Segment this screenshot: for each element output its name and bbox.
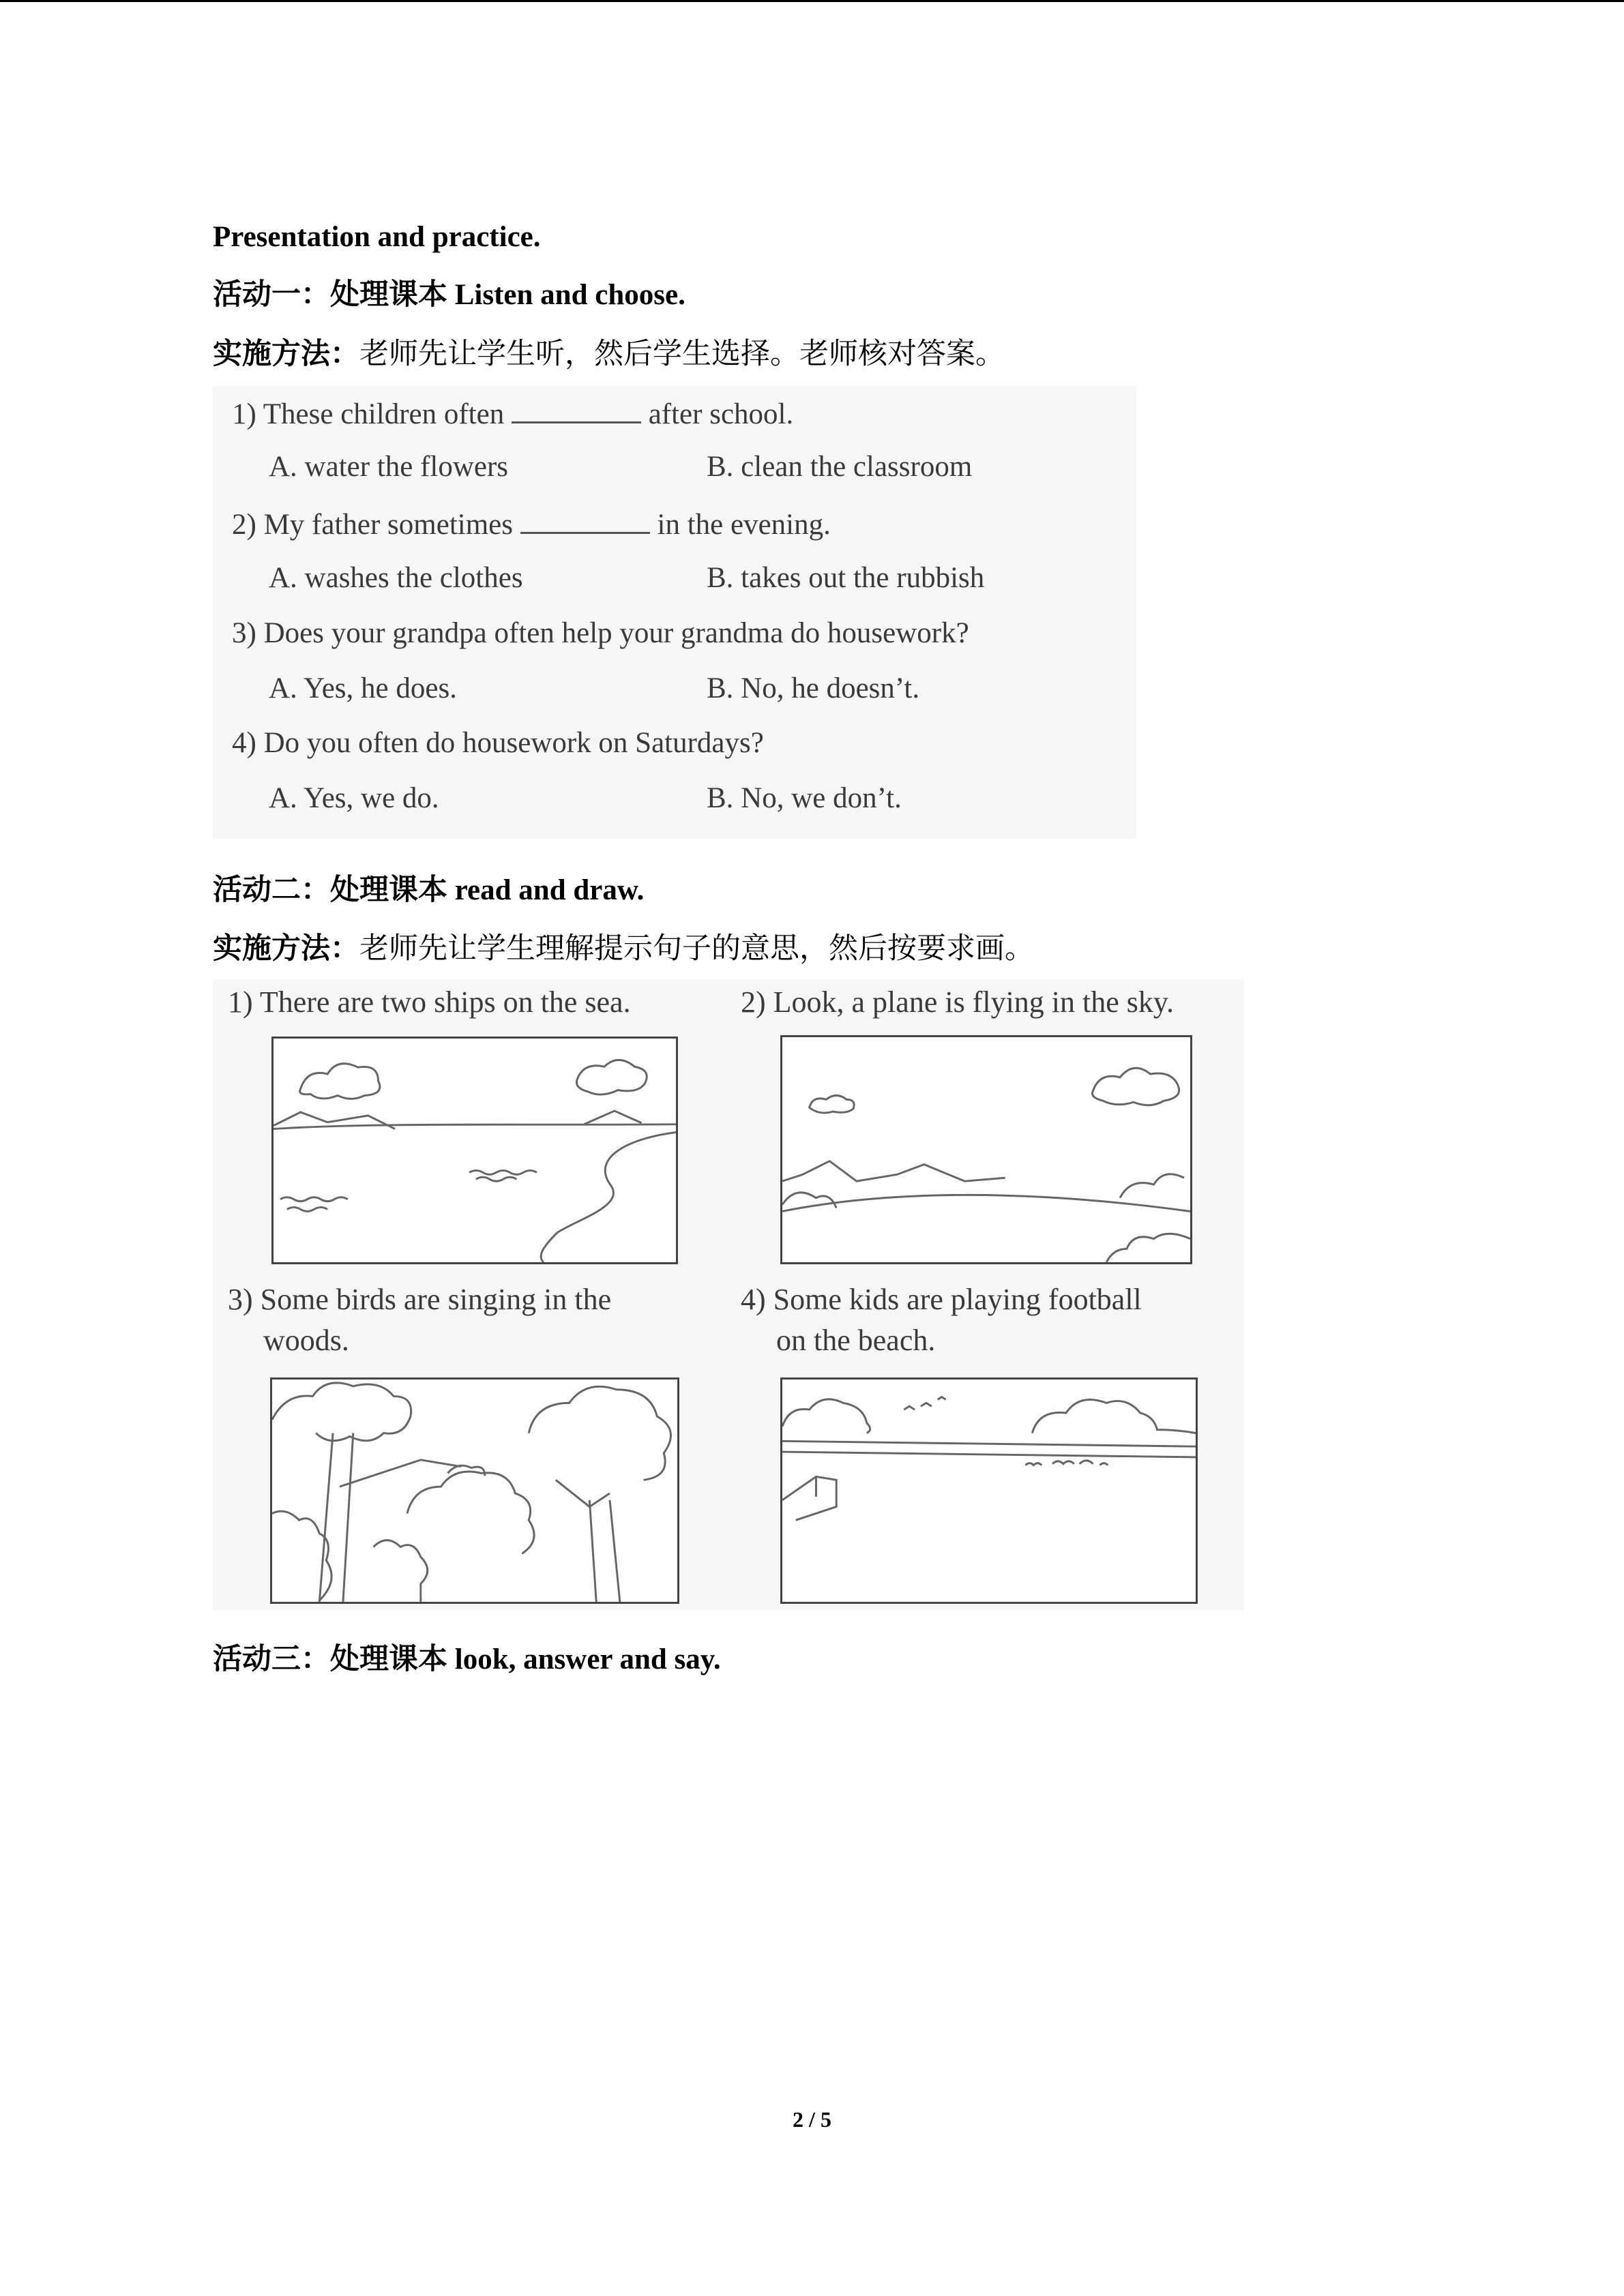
option-1b: B. clean the classroom <box>707 451 973 483</box>
option-1a: A. water the flowers <box>269 451 509 483</box>
question-3: 3) Does your grandpa often help your grandma do housework? <box>232 617 969 649</box>
picture-2-caption: 2) Look, a plane is flying in the sky. <box>741 985 1175 1019</box>
beach-picture-frame <box>780 1377 1198 1604</box>
method-text: 老师先让学生听，然后学生选择。老师核对答案。 <box>359 338 1005 370</box>
option-2a: A. washes the clothes <box>269 562 523 594</box>
sea-sketch-icon <box>274 1039 676 1262</box>
beach-sketch-icon <box>782 1380 1196 1602</box>
page-top-border <box>0 0 1624 2</box>
activity-2-method <box>213 930 1034 968</box>
picture-1-caption: 1) There are two ships on the sea. <box>228 985 631 1019</box>
option-3b: B. No, he doesn’t. <box>707 672 920 704</box>
woods-sketch-icon <box>272 1380 677 1602</box>
question-2: 2) My father sometimes in the evening. <box>232 505 831 543</box>
activity-3-title: 活动三：处理课本 look, answer and say. <box>213 1643 721 1675</box>
sky-sketch-icon <box>782 1037 1190 1262</box>
read-draw-exercise <box>213 979 1244 1610</box>
picture-3-caption-line-1: 3) Some birds are singing in the <box>228 1283 612 1316</box>
picture-4-caption-line-1: 4) Some kids are playing football <box>741 1283 1142 1316</box>
page-number: 2 / 5 <box>793 2107 831 2132</box>
answer-blank <box>512 394 641 423</box>
picture-4-caption-line-2: on the beach. <box>776 1324 936 1357</box>
method-label: 实施方法： <box>213 933 359 965</box>
method-text: 老师先让学生理解提示句子的意思，然后按要求画。 <box>359 933 1034 965</box>
picture-3-caption-line-2: woods. <box>263 1324 349 1357</box>
activity-1-method <box>213 336 1005 374</box>
option-4b: B. No, we don’t. <box>707 782 902 814</box>
option-3a: A. Yes, he does. <box>269 672 457 704</box>
question-4: 4) Do you often do housework on Saturdays? <box>232 727 764 759</box>
sea-picture-frame <box>271 1037 678 1264</box>
section-heading: Presentation and practice. <box>213 221 541 253</box>
answer-blank <box>520 505 650 534</box>
question-1: 1) These children often after school. <box>232 394 793 433</box>
method-label: 实施方法： <box>213 338 359 370</box>
option-4a: A. Yes, we do. <box>269 782 439 814</box>
activity-1-title: 活动一：处理课本 Listen and choose. <box>213 279 685 311</box>
listen-choose-exercise <box>213 386 1136 839</box>
woods-picture-frame <box>270 1377 679 1604</box>
activity-2-title: 活动二：处理课本 read and draw. <box>213 874 645 906</box>
option-2b: B. takes out the rubbish <box>707 562 985 594</box>
sky-picture-frame <box>780 1035 1192 1264</box>
